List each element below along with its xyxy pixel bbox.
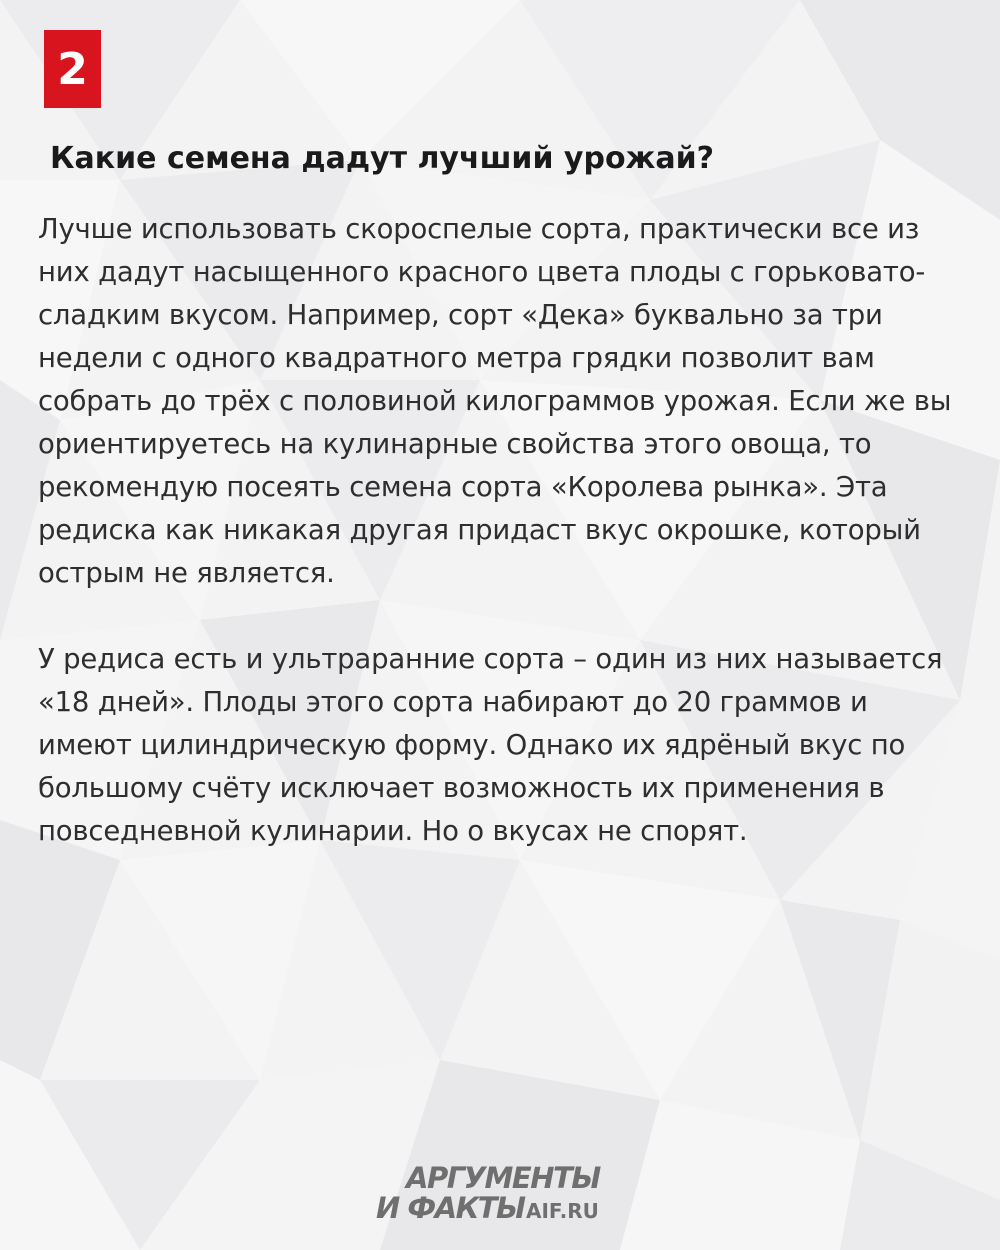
article-body [38,208,968,853]
logo-site: AIF.RU [526,1199,599,1223]
paragraph-1: Лучше использовать скороспелые сорта, практически все из них дадут насыщенного красного цвета плоды с горьковато-сладким вкусом. Например, сорт «Дека» буквально за три недели с одного квадратного метра грядки позволит вам собрать до трёх с половиной килограммов урожая. Если же вы ориентируетесь на кулинарные свойства этого овоща, то рекомендую посеять семена сорта «Королева рынка». Эта редиска как никакая другая придаст вкус окрошке, который острым не является. [38,213,952,589]
step-number-badge [44,30,101,108]
step-number: 2 [57,43,88,95]
logo-line-1: АРГУМЕНТЫ [406,1161,600,1195]
aif-logo [376,1163,626,1225]
paragraph-2: У редиса есть и ультраранние сорта – один из них называется «18 дней». Плоды этого сорта набирают до 20 граммов и имеют цилиндрическую форму. Однако их ядрёный вкус по большому счёту исключает возможность их применения в повседневной кулинарии. Но о вкусах не спорят. [38,643,943,847]
page-title: Какие семена дадут лучший урожай? [50,141,715,176]
logo-line-2: И ФАКТЫ [376,1191,525,1225]
